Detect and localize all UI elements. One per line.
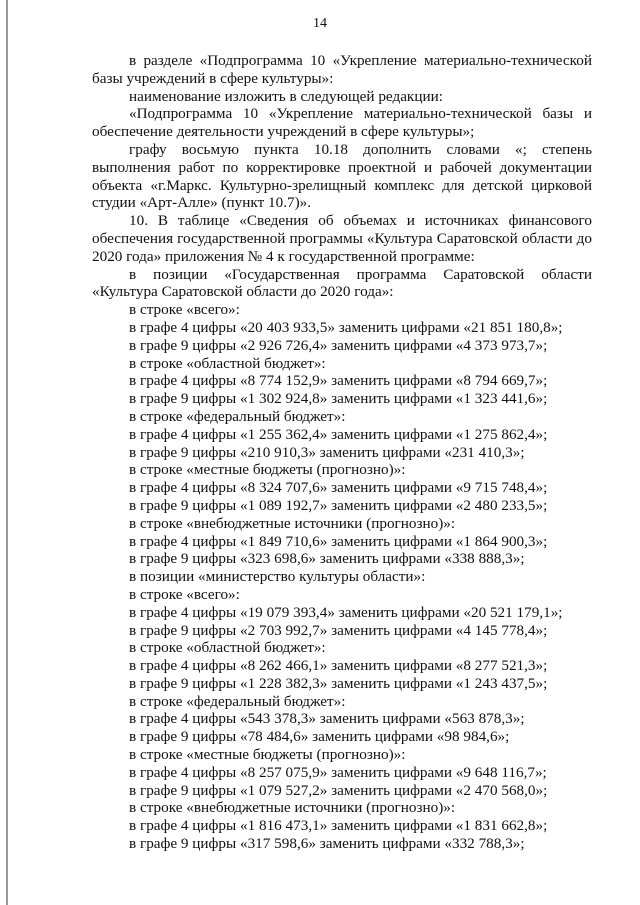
paragraph-section-heading: в разделе «Подпрограмма 10 «Укрепление материально-технической базы учреждений в сфере культуры»:	[92, 52, 592, 87]
list-item: в графе 9 цифры «1 089 192,7» заменить цифрами «2 480 233,5»;	[129, 496, 548, 514]
list-item: в строке «местные бюджеты (прогнозно)»:	[129, 746, 406, 764]
list-item: в строке «всего»:	[129, 301, 240, 319]
document-body	[92, 52, 592, 853]
list-item: в графе 4 цифры «1 255 362,4» заменить цифрами «1 275 862,4»;	[129, 425, 548, 443]
list-item: в графе 9 цифры «317 598,6» заменить цифрами «332 788,3»;	[129, 835, 525, 853]
list-item: в строке «всего»:	[129, 585, 240, 603]
list-item: в графе 9 цифры «2 926 726,4» заменить цифрами «4 373 973,7»;	[129, 336, 548, 354]
scan-edge-line	[6, 0, 8, 905]
list-item: в строке «федеральный бюджет»:	[129, 692, 346, 710]
list-item: в графе 9 цифры «323 698,6» заменить цифрами «338 888,3»;	[129, 550, 525, 568]
list-item: в графе 4 цифры «8 324 707,6» заменить цифрами «9 715 748,4»;	[129, 479, 548, 497]
amendments-list	[92, 301, 592, 853]
list-item: в графе 4 цифры «8 262 466,1» заменить цифрами «8 277 521,3»;	[129, 657, 548, 675]
list-item: в графе 9 цифры «1 228 382,3» заменить цифрами «1 243 437,5»;	[129, 674, 548, 692]
paragraph-new-name: «Подпрограмма 10 «Укрепление материально-технической базы и обеспечение деятельности учреждений в сфере культуры»;	[92, 105, 592, 141]
list-item: в графе 4 цифры «1 816 473,1» заменить цифрами «1 831 662,8»;	[129, 817, 548, 835]
list-item: в графе 4 цифры «543 378,3» заменить цифрами «563 878,3»;	[129, 710, 525, 728]
list-item: в графе 4 цифры «8 774 152,9» заменить цифрами «8 794 669,7»;	[129, 372, 548, 390]
list-item: в позиции «министерство культуры области»:	[129, 568, 426, 586]
list-item: в строке «внебюджетные источники (прогнозно)»:	[129, 514, 456, 532]
list-item: в графе 4 цифры «20 403 933,5» заменить цифрами «21 851 180,8»;	[129, 318, 563, 336]
list-item: в графе 4 цифры «1 849 710,6» заменить цифрами «1 864 900,3»;	[129, 532, 548, 550]
list-item: в графе 9 цифры «210 910,3» заменить цифрами «231 410,3»;	[129, 443, 525, 461]
list-item: в строке «федеральный бюджет»:	[129, 407, 346, 425]
list-item: в строке «внебюджетные источники (прогнозно)»:	[129, 799, 456, 817]
paragraph-column-eight: графу восьмую пункта 10.18 дополнить словами «; степень выполнения работ по корректировке проектной и рабочей документации объекта «г.Маркс. Культурно-зрелищный комплекс для детской цирковой студии «Арт-Алле» (пункт 10.7)».	[92, 140, 592, 212]
list-item: в строке «областной бюджет»:	[129, 639, 326, 657]
paragraph-position-program: в позиции «Государственная программа Саратовской области «Культура Саратовской области до 2020 года»:	[92, 265, 592, 301]
paragraph-rename-instruction: наименование изложить в следующей редакции:	[129, 87, 443, 105]
list-item: в графе 4 цифры «8 257 075,9» заменить цифрами «9 648 116,7»;	[129, 763, 547, 781]
list-item: в графе 4 цифры «19 079 393,4» заменить цифрами «20 521 179,1»;	[129, 603, 563, 621]
page-number: 14	[313, 16, 327, 31]
list-item: в графе 9 цифры «1 302 924,8» заменить цифрами «1 323 441,6»;	[129, 390, 548, 408]
paragraph-item-10: 10. В таблице «Сведения об объемах и источниках финансового обеспечения государственной программы «Культура Саратовской области до 2020 года» приложения № 4 к государственной программе:	[92, 212, 592, 265]
list-item: в графе 9 цифры «78 484,6» заменить цифрами «98 984,6»;	[129, 728, 510, 746]
list-item: в графе 9 цифры «2 703 992,7» заменить цифрами «4 145 778,4»;	[129, 621, 548, 639]
list-item: в строке «областной бюджет»:	[129, 354, 326, 372]
list-item: в строке «местные бюджеты (прогнозно)»:	[129, 461, 406, 479]
list-item: в графе 9 цифры «1 079 527,2» заменить цифрами «2 470 568,0»;	[129, 781, 548, 799]
